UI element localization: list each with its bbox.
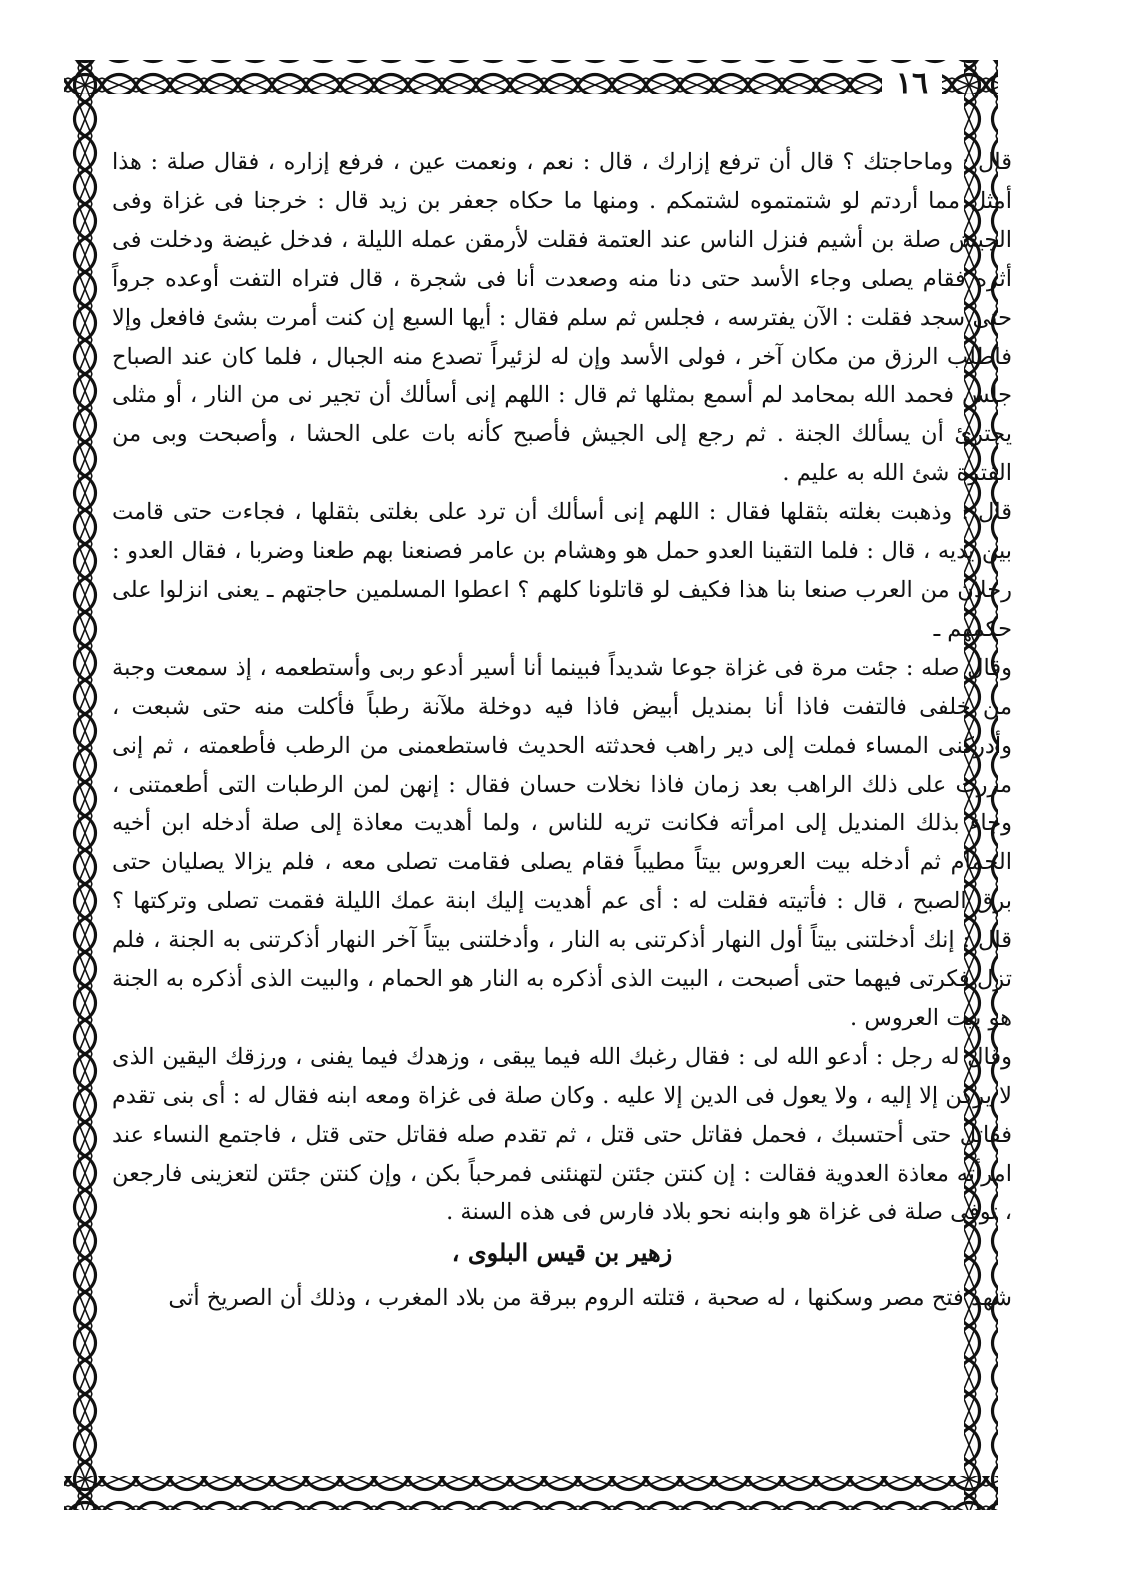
paragraph: قال : وذهبت بغلته بثقلها فقال : اللهم إنى أسألك أن ترد على بغلتى بثقلها ، فجاءت حتى قامت بين يديه ، قال : فلما التقينا العدو حمل هو وهشام بن عامر فصنعنا بهم طعنا وضربا ، فقال العدو : رجلان من العرب صنعا بنا هذا فكيف لو قاتلونا كلهم ؟ اعطوا المسلمين حاجتهم ـ يعنى انزلوا على حكمهم ـ	[112, 499, 1012, 642]
paragraph: قال : وماحاجتك ؟ قال أن ترفع إزارك ، قال : نعم ، ونعمت عين ، فرفع إزاره ، فقال صلة : هذا أمثل مما أردتم لو شتمتموه لشتمكم . ومنها ما حكاه جعفر بن زيد قال : خرجنا فى غزاة وفى الجيش صلة بن أشيم فنزل الناس عند العتمة فقلت لأرمقن عمله الليلة ، فدخل غيضة ودخلت فى أثره فقام يصلى وجاء الأسد حتى دنا منه وصعدت أنا فى شجرة ، قال فتراه التفت أوعده جرواً حتى سجد فقلت : الآن يفترسه ، فجلس ثم سلم فقال : أيها السبع إن كنت أمرت بشئ فافعل وإلا فاطلب الرزق من مكان آخر ، فولى الأسد وإن له لزئيراً تصدع منه الجبال ، فلما كان عند الصباح جلس فحمد الله بمحامد لم أسمع بمثلها ثم قال : اللهم إنى أسألك أن تجير نى من النار ، أو مثلى يجترئ أن يسألك الجنة . ثم رجع إلى الجيش فأصبح كأنه بات على الحشا ، وأصبحت وبى من الفترة شئ الله به عليم .	[112, 149, 1012, 487]
page-number: ١٦	[882, 66, 942, 102]
biography-heading: زهير بن قيس البلوى ،	[451, 1238, 673, 1268]
biography-text: شهد فتح مصر وسكنها ، له صحبة ، قتلته الروم ببرقة من بلاد المغرب ، وذلك أن الصريخ أتى	[168, 1285, 1012, 1312]
paragraph: وقال له رجل : أدعو الله لى : فقال رغبك الله فيما يبقى ، وزهدك فيما يفنى ، ورزقك اليقين الذى لا يركن إلا إليه ، ولا يعول فى الدين إلا عليه . وكان صلة فى غزاة ومعه ابنه فقال له : أى بنى تقدم فقاتل حتى أحتسبك ، فحمل فقاتل حتى قتل ، ثم تقدم صله فقاتل حتى قتل ، فاجتمع النساء عند امرأته معاذة العدوية فقالت : إن كنتن جئتن لتهنئنى فمرحباً بكن ، وإن كنتن جئتن لتعزينى فارجعن ، توفى صلة فى غزاة هو وابنه نحو بلاد فارس فى هذه السنة .	[112, 1043, 1012, 1226]
paragraph: وقال صله : جئت مرة فى غزاة جوعا شديداً فبينما أنا أسير أدعو ربى وأستطعمه ، إذ سمعت وجبة من خلفى فالتفت فاذا أنا بمنديل أبيض فاذا فيه دوخلة ملآنة رطباً فأكلت منه حتى شبعت ، وأدركنى المساء فملت إلى دير راهب فحدثته الحديث فاستطعمنى من الرطب فأطعمته ، ثم إنى مررت على ذلك الراهب بعد زمان فاذا نخلات حسان فقال : إنهن لمن الرطبات التى أطعمتنى ، وجاء بذلك المنديل إلى امرأته فكانت تريه للناس ، ولما أهديت معاذة إلى صلة أدخله ابن أخيه الحمام ثم أدخله بيت العروس بيتاً مطيباً فقام يصلى فقامت تصلى معه ، فلم يزالا يصليان حتى برق الصبح ، قال : فأتيته فقلت له : أى عم أهديت إليك ابنة عمك الليلة فقمت تصلى وتركتها ؟ قال : إنك أدخلتنى بيتاً أول النهار أذكرتنى به النار ، وأدخلتنى بيتاً آخر النهار أذكرتنى به الجنة ، فلم تزل فكرتى فيهما حتى أصبحت ، البيت الذى أذكره به النار هو الحمام ، والبيت الذى أذكره به الجنة هو بيت العروس .	[112, 654, 1012, 1031]
text-body	[112, 143, 1012, 1523]
